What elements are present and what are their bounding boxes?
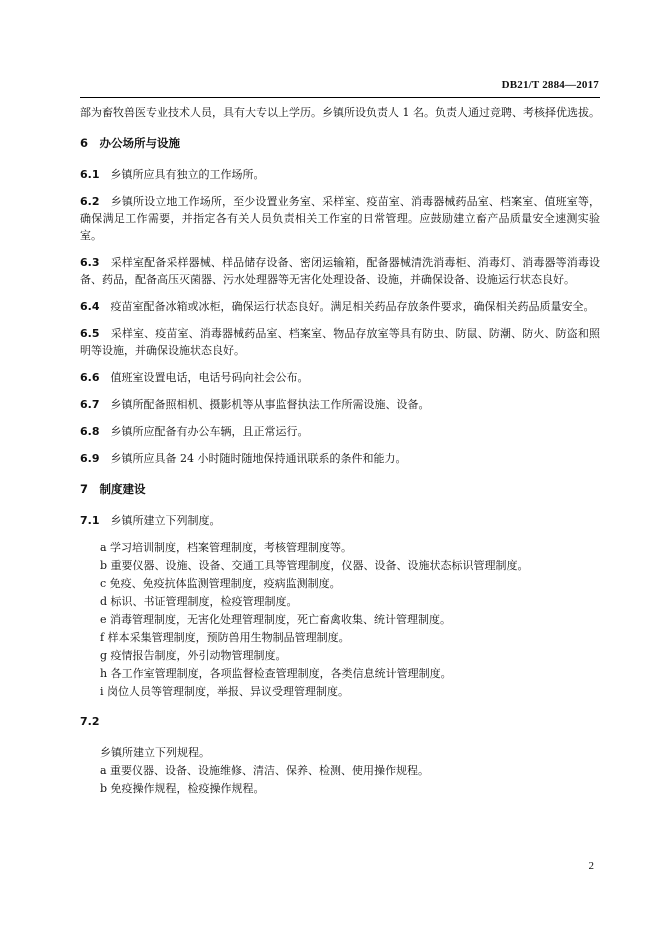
clause-6-8: [80, 423, 600, 440]
system-list: [80, 539, 600, 701]
page-content: [80, 104, 600, 798]
clause-number: 6.8: [80, 425, 100, 438]
clause-6-3: [80, 254, 600, 288]
section-7-heading: 7 制度建设: [80, 482, 146, 496]
clause-text: 疫苗室配备冰箱或冰柜，确保运行状态良好。满足相关药品存放条件要求，确保相关药品质量安全。: [110, 300, 595, 313]
clause-7-2-text: 乡镇所建立下列规程。: [100, 746, 210, 759]
clause-number: 6.9: [80, 452, 100, 465]
list-item: d 标识、书证管理制度，检疫管理制度。: [100, 595, 298, 608]
list-item: a 学习培训制度，档案管理制度，考核管理制度等。: [100, 541, 353, 554]
clause-number: 6.3: [80, 256, 100, 269]
clause-number: 6.6: [80, 371, 100, 384]
clause-number: 6.4: [80, 300, 100, 313]
clause-text: 乡镇所应配备有办公车辆，且正常运行。: [110, 425, 309, 438]
clause-6-7: [80, 396, 600, 413]
intro-paragraph: 部为畜牧兽医专业技术人员，具有大专以上学历。乡镇所设负责人 1 名。负责人通过竞聘、考核择优选拔。: [80, 106, 600, 119]
clause-text: 值班室设置电话，电话号码向社会公布。: [110, 371, 309, 384]
page-number: 2: [588, 860, 594, 872]
clause-number: 6.7: [80, 398, 100, 411]
list-item: f 样本采集管理制度，预防兽用生物制品管理制度。: [100, 631, 350, 644]
clause-text: 采样室、疫苗室、消毒器械药品室、档案室、物品存放室等具有防虫、防鼠、防潮、防火、防盗和照明等设施，并确保设施状态良好。: [80, 327, 601, 357]
clause-number: 6.2: [80, 195, 100, 208]
list-item: e 消毒管理制度，无害化处理管理制度，死亡畜禽收集、统计管理制度。: [100, 613, 452, 626]
clause-6-4: [80, 298, 600, 315]
clause-text: 乡镇所设立地工作场所，至少设置业务室、采样室、疫苗室、消毒器械药品室、档案室、值班室等，确保满足工作需要，并指定各有关人员负责相关工作室的日常管理。应鼓励建立畜产品质量安全速测实验室。: [80, 195, 601, 242]
list-item: i 岗位人员等管理制度，举报、异议受理管理制度。: [100, 685, 350, 698]
list-item: a 重要仪器、设备、设施维修、清洁、保养、检测、使用操作规程。: [100, 764, 430, 777]
clause-number: 6.5: [80, 327, 100, 340]
clause-text: 乡镇所建立下列制度。: [110, 514, 221, 527]
clause-text: 乡镇所配备照相机、摄影机等从事监督执法工作所需设施、设备。: [110, 398, 430, 411]
list-item: h 各工作室管理制度，各项监督检查管理制度，各类信息统计管理制度。: [100, 667, 452, 680]
clause-6-2: [80, 193, 600, 244]
clause-text: 采样室配备采样器械、样品储存设备、密闭运输箱，配备器械清洗消毒柜、消毒灯、消毒器等消毒设备、药品，配备高压灭菌器、污水处理器等无害化处理设备、设施，并确保设备、设施运行状态良好。: [80, 256, 601, 286]
clause-number: 6.1: [80, 168, 100, 181]
list-item: b 重要仪器、设施、设备、交通工具等管理制度，仪器、设备、设施状态标识管理制度。: [100, 559, 529, 572]
section-6-heading: 6 办公场所与设施: [80, 136, 181, 150]
clause-7-1: [80, 512, 600, 529]
clause-6-9: [80, 450, 600, 467]
clause-7-2-number: 7.2: [80, 715, 100, 728]
list-item: c 免疫、免疫抗体监测管理制度，疫病监测制度。: [100, 577, 341, 590]
clause-6-6: [80, 369, 600, 386]
clause-number: 7.1: [80, 514, 100, 527]
clause-text: 乡镇所应具备 24 小时随时随地保持通讯联系的条件和能力。: [110, 452, 407, 465]
document-code: DB21/T 2884—2017: [501, 79, 599, 91]
header-rule: [80, 97, 600, 98]
clause-text: 乡镇所应具有独立的工作场所。: [110, 168, 265, 181]
list-item: b 免疫操作规程，检疫操作规程。: [100, 782, 265, 795]
list-item: g 疫情报告制度，外引动物管理制度。: [100, 649, 287, 662]
clause-6-5: [80, 325, 600, 359]
clause-6-1: [80, 166, 600, 183]
